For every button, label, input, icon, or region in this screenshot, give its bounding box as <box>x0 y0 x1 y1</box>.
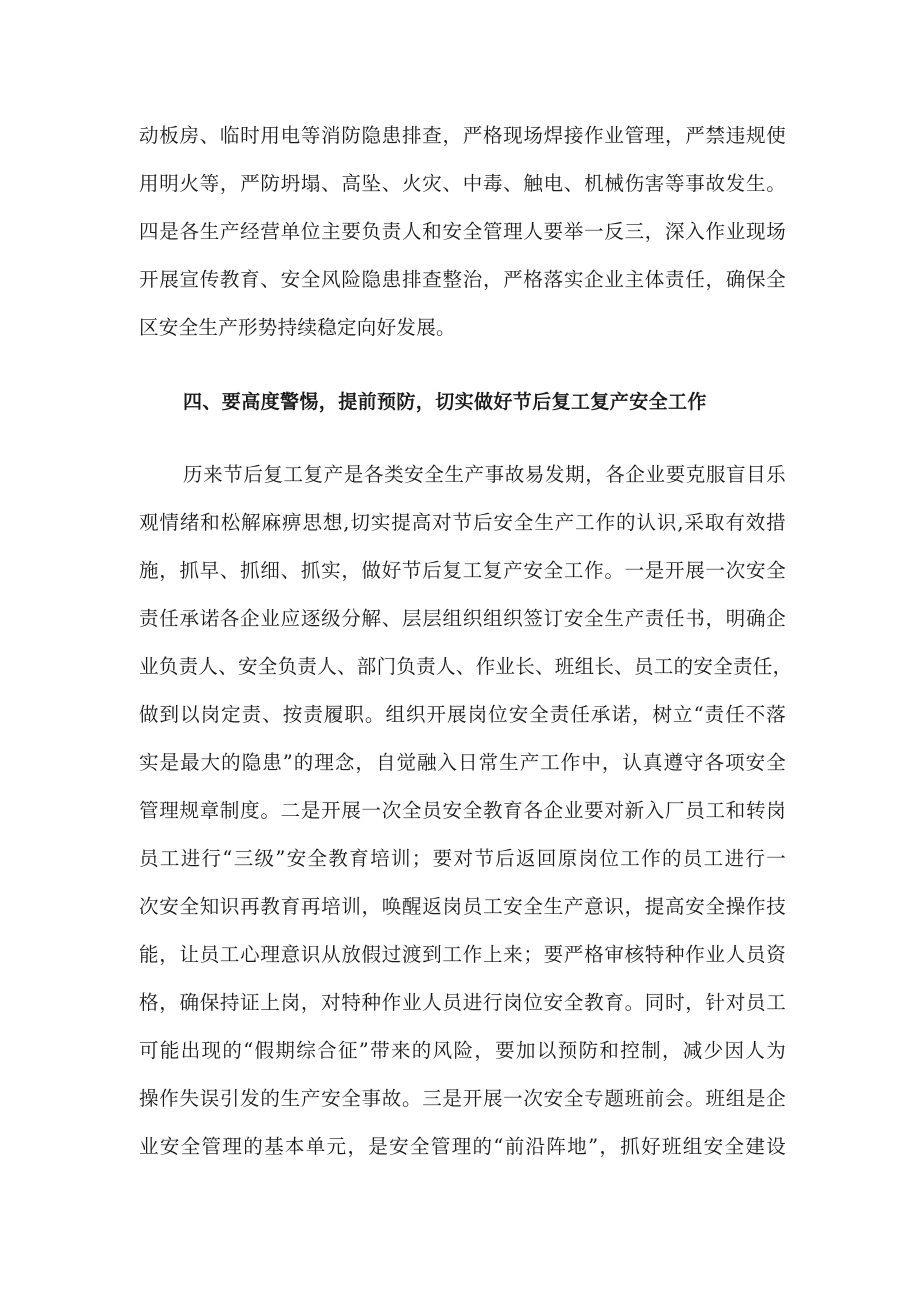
paragraph-line: 员工进行“三级”安全教育培训；要对节后返回原岗位工作的员工进行一 <box>139 847 786 870</box>
paragraph-line: 用明火等，严防坍塌、高坠、火灾、中毒、触电、机械伤害等事故发生。 <box>139 172 786 195</box>
paragraph-line: 历来节后复工复产是各类安全生产事故易发期，各企业要克服盲目乐 <box>183 463 786 486</box>
paragraph-line: 操作失误引发的生产安全事故。三是开展一次安全专题班前会。班组是企 <box>139 1087 786 1110</box>
paragraph-body <box>139 451 793 1171</box>
paragraph-line: 责任承诺各企业应逐级分解、层层组织组织签订安全生产责任书，明确企 <box>139 607 786 630</box>
paragraph-line: 动板房、临时用电等消防隐患排查，严格现场焊接作业管理，严禁违规使 <box>139 124 786 147</box>
paragraph-line: 区安全生产形势持续稳定向好发展。 <box>139 316 456 339</box>
document-page <box>139 112 793 1171</box>
paragraph-line: 做到以岗定责、按责履职。组织开展岗位安全责任承诺，树立“责任不落 <box>139 703 786 726</box>
paragraph-line: 管理规章制度。二是开展一次全员安全教育各企业要对新入厂员工和转岗 <box>139 799 786 822</box>
paragraph-line: 格，确保持证上岗，对特种作业人员进行岗位安全教育。同时，针对员工 <box>139 991 786 1014</box>
paragraph-line: 可能出现的“假期综合征”带来的风险，要加以预防和控制，减少因人为 <box>139 1039 786 1062</box>
paragraph-continuation <box>139 112 786 352</box>
paragraph-line: 业安全管理的基本单元，是安全管理的“前沿阵地”，抓好班组安全建设 <box>139 1135 786 1158</box>
paragraph-line: 观情绪和松解麻痹思想,切实提高对节后安全生产工作的认识,采取有效措 <box>139 511 786 534</box>
section-heading: 四、要高度警惕，提前预防，切实做好节后复工复产安全工作 <box>183 391 707 413</box>
paragraph-line: 实是最大的隐患”的理念，自觉融入日常生产工作中，认真遵守各项安全 <box>139 751 786 774</box>
paragraph-line: 次安全知识再教育再培训，唤醒返岗员工安全生产意识，提高安全操作技 <box>139 895 786 918</box>
paragraph-line: 四是各生产经营单位主要负责人和安全管理人要举一反三，深入作业现场 <box>139 220 786 243</box>
paragraph-line: 施，抓早、抓细、抓实，做好节后复工复产安全工作。一是开展一次安全 <box>139 559 786 582</box>
paragraph-line: 能，让员工心理意识从放假过渡到工作上来；要严格审核特种作业人员资 <box>139 943 786 966</box>
paragraph-line: 开展宣传教育、安全风险隐患排查整治，严格落实企业主体责任，确保全 <box>139 268 786 291</box>
paragraph-line: 业负责人、安全负责人、部门负责人、作业长、班组长、员工的安全责任， <box>139 655 793 678</box>
